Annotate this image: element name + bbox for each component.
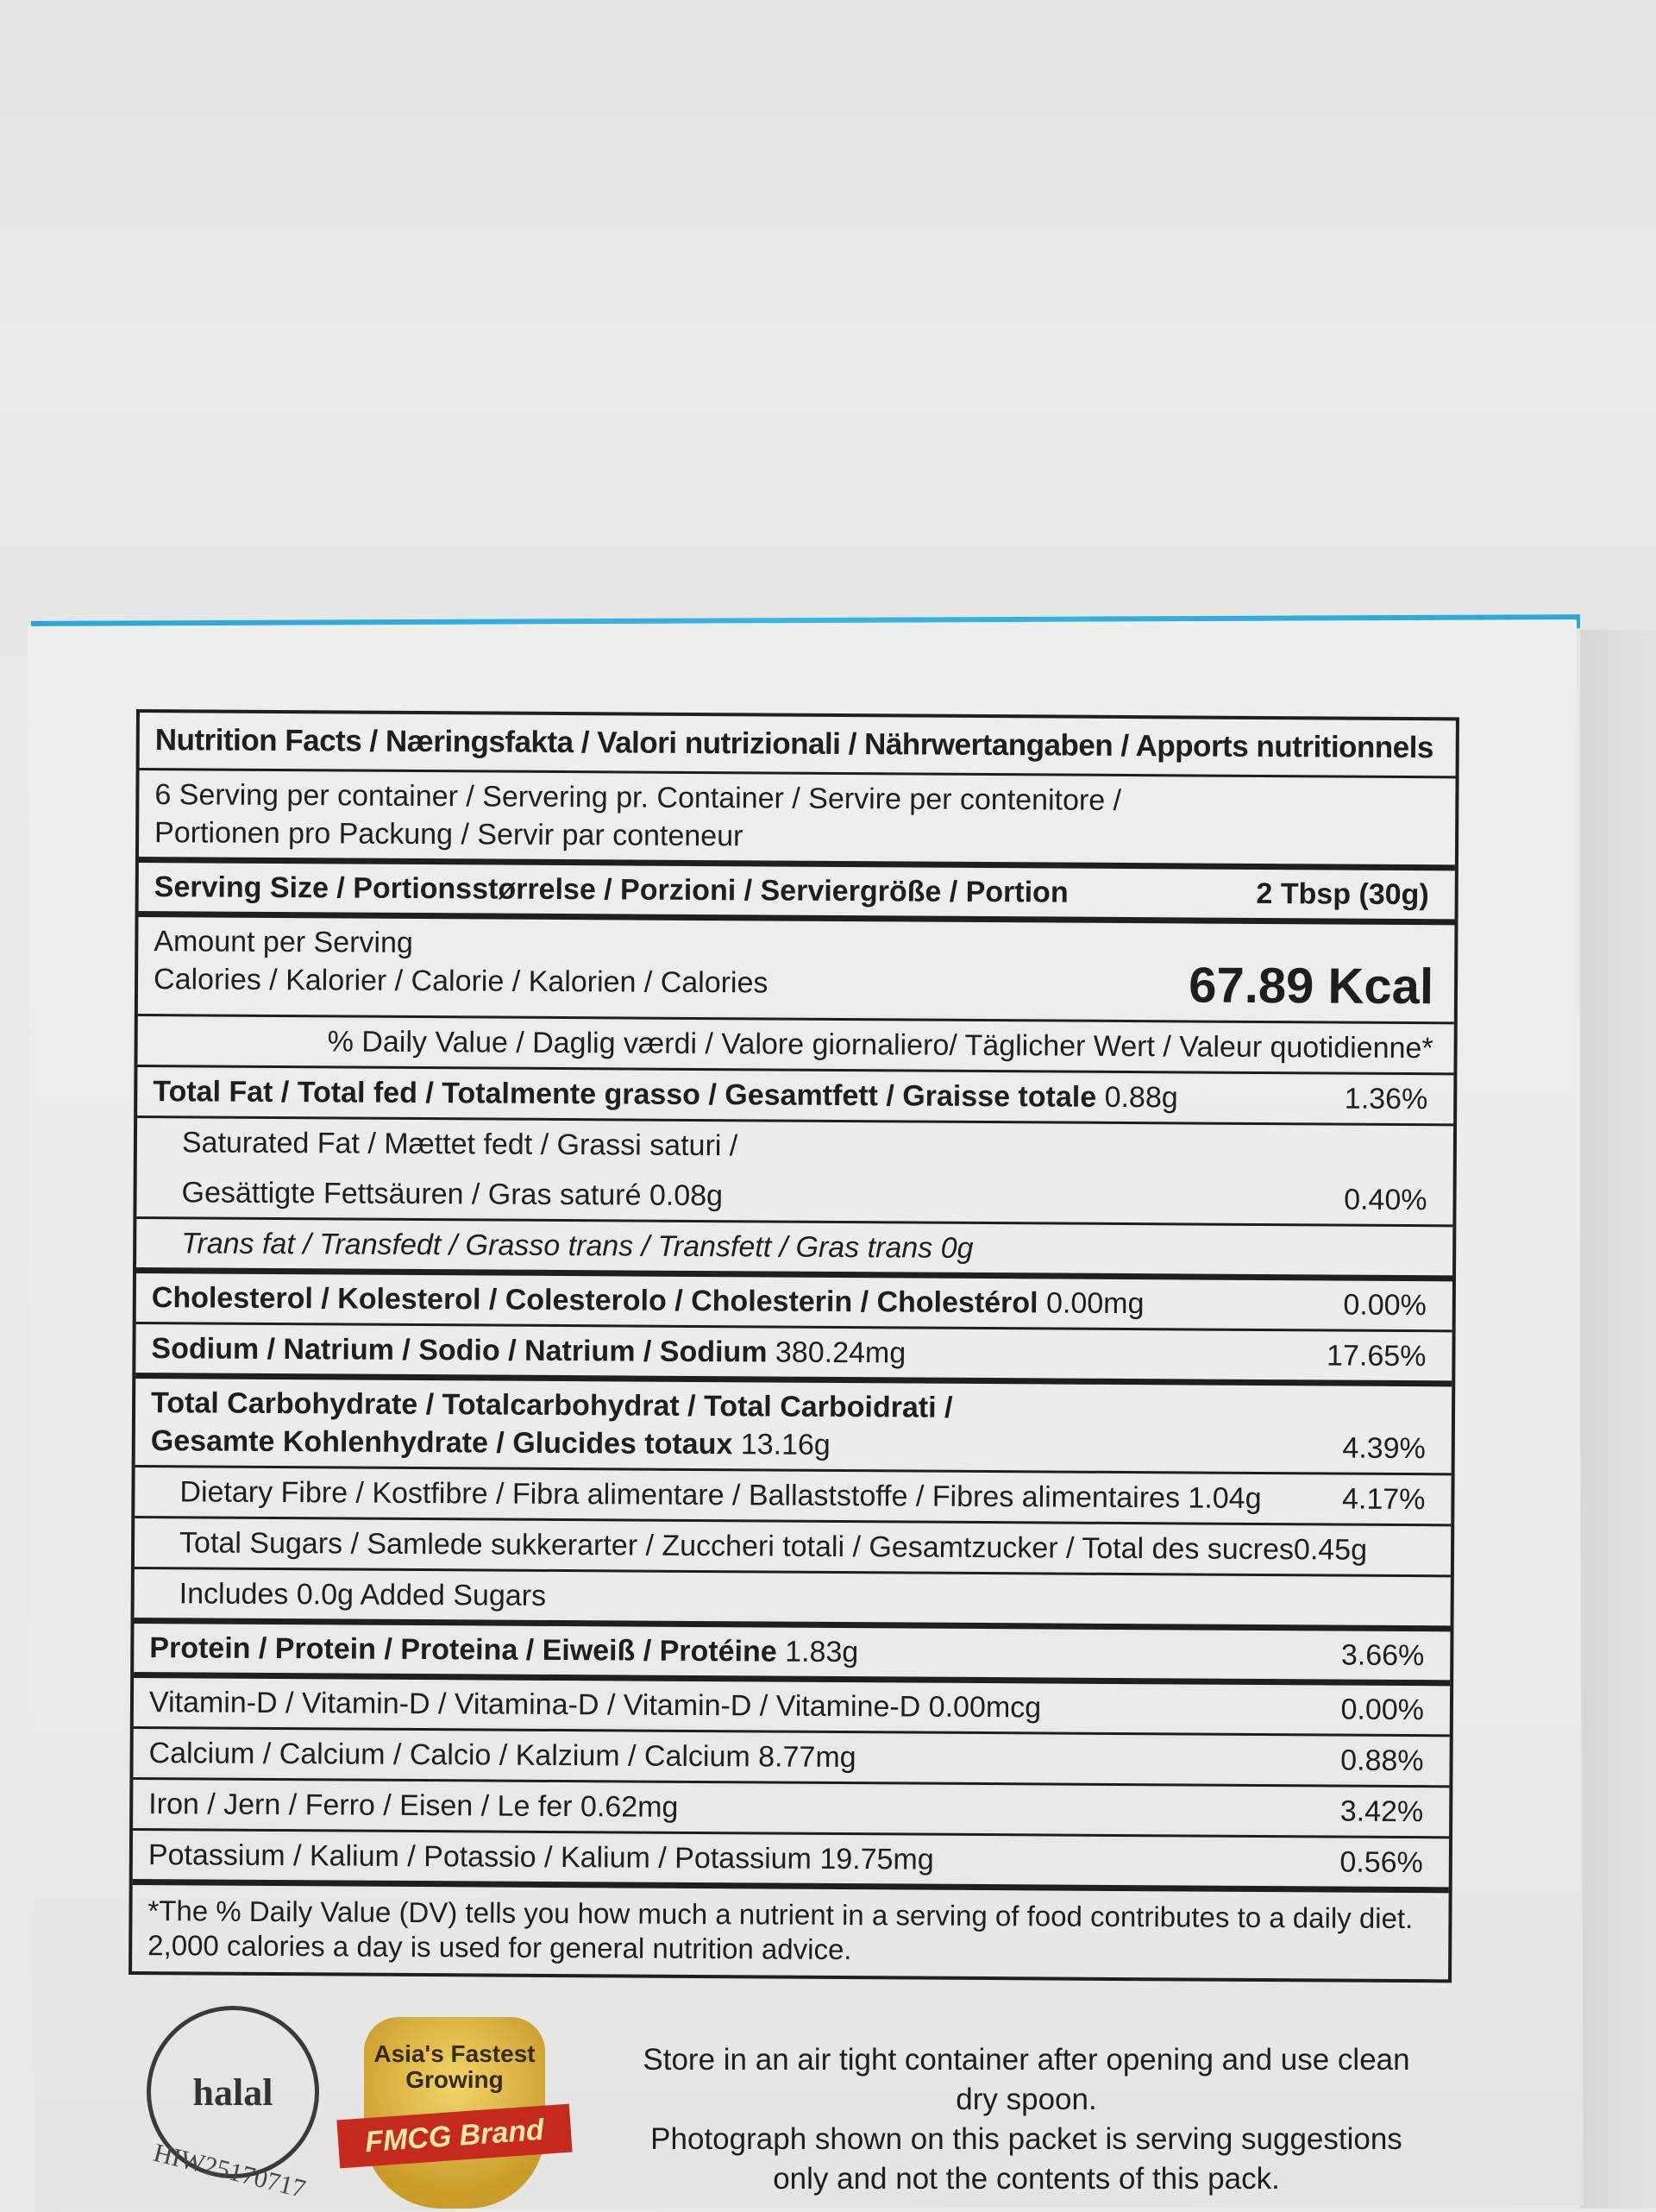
- fmcg-brand-badge: [338, 2017, 571, 2209]
- dietary-fibre-row: [135, 1467, 1451, 1526]
- dietary-fibre-dv: 4.17%: [1341, 1482, 1426, 1517]
- sodium-dv: 17.65%: [1327, 1339, 1427, 1373]
- carbohydrate-label-2: Gesamte Kohlenhydrate / Glucides totaux: [150, 1424, 733, 1461]
- total-fat-amount: 0.88g: [1104, 1080, 1178, 1115]
- vitamin-d-row: [134, 1678, 1450, 1737]
- saturated-fat-label-1: Saturated Fat / Mættet fedt / Grassi saturi /: [181, 1126, 738, 1163]
- protein-amount: 1.83g: [785, 1635, 859, 1669]
- calcium-dv: 0.88%: [1340, 1744, 1424, 1778]
- sodium-amount: 380.24mg: [775, 1335, 906, 1370]
- servings-per-container: [139, 770, 1456, 870]
- storage-instructions: [621, 2040, 1432, 2199]
- daily-value-header: % Daily Value / Daglig værdi / Valore giornaliero/ Täglicher Wert / Valeur quotidienne*: [137, 1016, 1453, 1075]
- nutrition-title: Nutrition Facts / Næringsfakta / Valori nutrizionali / Nährwertangaben / Apports nutritionnels: [140, 713, 1456, 778]
- calcium-row: [133, 1729, 1449, 1788]
- storage-line-2: Photograph shown on this packet is serving suggestions only and not the contents of this pack.: [650, 2122, 1402, 2196]
- protein-row: [134, 1624, 1450, 1686]
- box-side-panel: [1580, 630, 1656, 2209]
- background-wall: [0, 0, 1656, 656]
- carbohydrate-amount: 13.16g: [740, 1428, 831, 1461]
- calories-value: 67.89 Kcal: [1189, 957, 1434, 1015]
- cholesterol-label: Cholesterol / Kolesterol / Colesterolo / Cholesterin / Cholestérol: [151, 1281, 1038, 1320]
- serving-size-value: 2 Tbsp (30g): [1256, 877, 1429, 912]
- serving-size-label: Serving Size / Portionsstørrelse / Porzioni / Serviergröße / Portion: [154, 870, 1069, 909]
- sodium-row: [135, 1324, 1452, 1386]
- total-fat-row: [137, 1067, 1453, 1126]
- calcium-label: Calcium / Calcium / Calcio / Kalzium / Calcium 8.77mg: [148, 1737, 856, 1775]
- trans-fat-row: Trans fat / Transfedt / Grasso trans / Transfett / Gras trans 0g: [136, 1219, 1452, 1281]
- potassium-dv: 0.56%: [1339, 1845, 1423, 1880]
- total-fat-label: Total Fat / Total fed / Totalmente grasso / Gesamtfett / Graisse totale: [153, 1075, 1097, 1114]
- added-sugars-row: Includes 0.0g Added Sugars: [135, 1569, 1451, 1631]
- saturated-fat-label-2: Gesättigte Fettsäuren / Gras saturé 0.08g: [181, 1176, 724, 1213]
- cholesterol-dv: 0.00%: [1343, 1288, 1427, 1323]
- calories-label: Calories / Kalorier / Calorie / Kalorien / Calories: [153, 963, 768, 1000]
- carbohydrate-dv: 4.39%: [1342, 1431, 1426, 1466]
- dietary-fibre-label: Dietary Fibre / Kostfibre / Fibra alimentare / Ballaststoffe / Fibres alimentaires 1.04g: [179, 1475, 1262, 1515]
- badge-ribbon: FMCG Brand: [336, 2104, 572, 2169]
- halal-seal-word: halal: [192, 2071, 273, 2114]
- badge-top-text: Asia's Fastest Growing: [373, 2040, 536, 2093]
- daily-value-footnote: *The % Daily Value (DV) tells you how much a nutrient in a serving of food contributes to a daily diet. 2,000 calories a day is used for general nutrition advice.: [147, 1895, 1414, 1966]
- cholesterol-amount: 0.00mg: [1045, 1286, 1145, 1321]
- total-fat-dv: 1.36%: [1344, 1082, 1428, 1116]
- total-sugars-row: Total Sugars / Samlede sukkerarter / Zuccheri totali / Gesamtzucker / Total des sucres0.45g: [135, 1518, 1451, 1577]
- potassium-label: Potassium / Kalium / Potassio / Kalium / Potassium 19.75mg: [147, 1838, 934, 1876]
- nutrition-facts-table: [129, 709, 1459, 1983]
- storage-line-1: Store in an air tight container after opening and use clean dry spoon.: [643, 2043, 1410, 2116]
- potassium-row: [133, 1831, 1449, 1893]
- servings-line-2: Portionen pro Packung / Servir par conteneur: [154, 816, 743, 853]
- saturated-fat-row: [136, 1118, 1453, 1227]
- total-carbohydrate-row: [135, 1379, 1452, 1475]
- servings-line-1: 6 Serving per container / Servering pr. Container / Servire per contenitore /: [154, 778, 1122, 817]
- iron-label: Iron / Jern / Ferro / Eisen / Le fer 0.62mg: [148, 1788, 679, 1824]
- serving-size-row: [139, 863, 1455, 925]
- vitamin-d-label: Vitamin-D / Vitamin-D / Vitamina-D / Vitamin-D / Vitamine-D 0.00mcg: [148, 1686, 1042, 1725]
- protein-dv: 3.66%: [1340, 1638, 1425, 1673]
- amount-per-serving: Amount per Serving: [154, 925, 413, 959]
- protein-label: Protein / Protein / Proteina / Eiweiß / Protéine: [149, 1631, 777, 1668]
- vitamin-d-dv: 0.00%: [1340, 1693, 1425, 1727]
- iron-dv: 3.42%: [1339, 1794, 1424, 1829]
- halal-certificate-code: HIW25170717: [150, 2138, 309, 2204]
- iron-row: [133, 1780, 1449, 1838]
- carbohydrate-label-1: Total Carbohydrate / Totalcarbohydrat / Total Carboidrati /: [150, 1386, 953, 1424]
- cholesterol-row: [136, 1273, 1452, 1332]
- sodium-label: Sodium / Natrium / Sodio / Natrium / Sodium: [151, 1332, 768, 1369]
- calories-row: [138, 917, 1455, 1024]
- saturated-fat-dv: 0.40%: [1344, 1183, 1427, 1217]
